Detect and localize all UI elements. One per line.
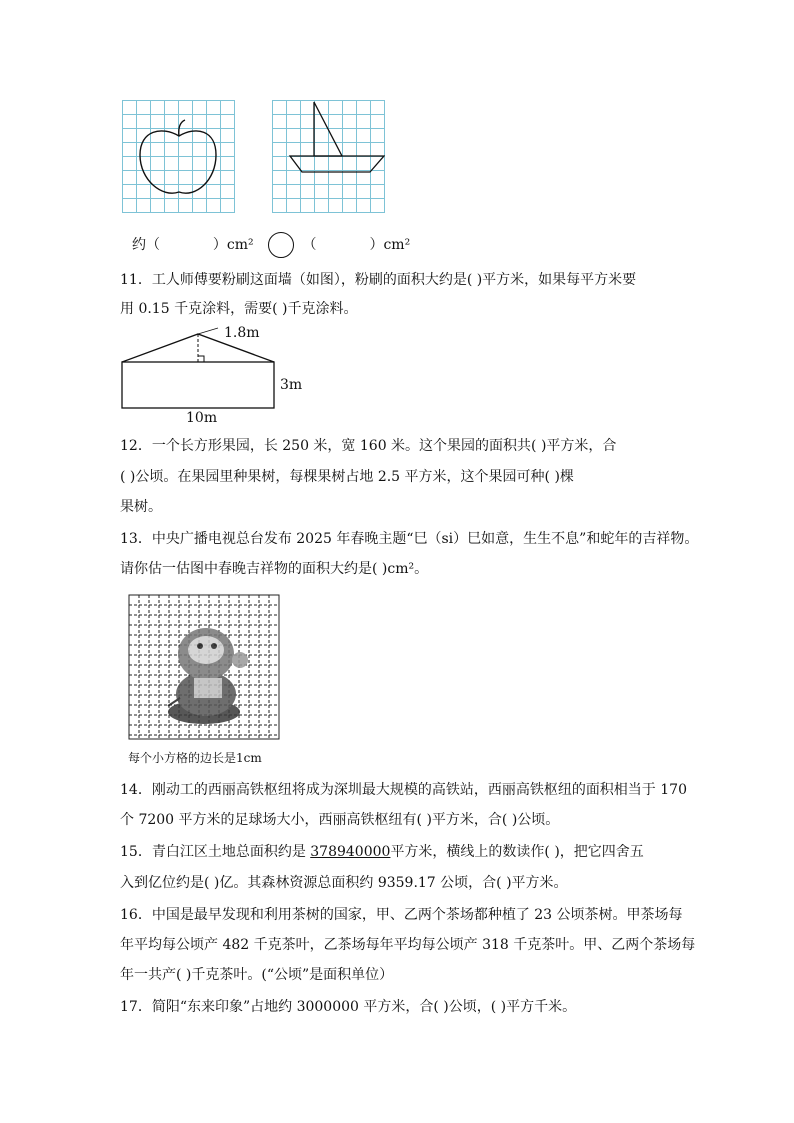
- apple-grid-figure: [122, 100, 235, 213]
- q13-line2: 请你估一估图中春晚吉祥物的面积大约是( )cm²。: [120, 561, 429, 577]
- q12-line2: ( )公顷。在果园里种果树，每棵果树占地 2.5 平方米，这个果园可种( )棵: [120, 469, 574, 485]
- q10-left-prefix: 约（: [132, 237, 160, 253]
- mascot-image: [168, 628, 248, 724]
- q12-line3: 果树。: [120, 499, 162, 515]
- mascot-grid-figure: [128, 594, 280, 740]
- label-rect-height: 3m: [280, 377, 303, 393]
- mascot-caption: 每个小方格的边长是1cm: [128, 751, 262, 765]
- q10-right-prefix: （: [302, 237, 317, 253]
- q10-right-unit: ）cm²: [369, 237, 411, 253]
- q15-underlined-number: 378940000: [310, 844, 391, 860]
- boat-grid-figure: [272, 100, 385, 213]
- wall-rectangle: [122, 362, 274, 408]
- label-width: 10m: [186, 410, 218, 426]
- q15-line2: 入到亿位约是( )亿。其森林资源总面积约 9359.17 公顷，合( )平方米。: [120, 875, 568, 891]
- q14-line2: 个 7200 平方米的足球场大小，西丽高铁枢纽有( )平方米，合( )公顷。: [120, 812, 560, 828]
- q10-answer-line: [132, 232, 410, 258]
- q14-line1: 14．刚动工的西丽高铁枢纽将成为深圳最大规模的高铁站，西丽高铁枢纽的面积相当于 170: [120, 782, 687, 798]
- q12-line1: 12．一个长方形果园，长 250 米，宽 160 米。这个果园的面积共( )平方米，合: [120, 438, 617, 454]
- q13-line1: 13．中央广播电视总台发布 2025 年春晚主题“巳（si）巳如意，生生不息”和蛇年的吉祥物。: [120, 531, 699, 547]
- q17-line1: 17．简阳“东来印象”占地约 3000000 平方米，合( )公顷，( )平方千米。: [120, 999, 577, 1015]
- q16-line2: 年平均每公顷产 482 千克茶叶，乙茶场每年平均每公顷产 318 千克茶叶。甲、乙两个茶场每: [120, 937, 696, 953]
- q15-line1-end: 平方米，横线上的数读作( )，把它四舍五: [390, 844, 644, 860]
- q16-line1: 16．中国是最早发现和利用茶树的国家，甲、乙两个茶场都种植了 23 公顷茶树。甲茶场每: [120, 907, 683, 923]
- q11-line1: 11．工人师傅要粉刷这面墙（如图），粉刷的面积大约是( )平方米，如果每平方米要: [120, 272, 637, 288]
- label-triangle-height: 1.8m: [224, 325, 260, 341]
- q10-left-unit: ）cm²: [212, 237, 254, 253]
- compare-circle[interactable]: [268, 232, 294, 258]
- q15-line1: [120, 842, 644, 862]
- q16-line3: 年一共产( )千克茶叶。(“公顷”是面积单位）: [120, 967, 394, 983]
- q15-line1-start: 15．青白江区土地总面积约是: [120, 844, 311, 860]
- boat-hull: [290, 156, 384, 172]
- q11-line2: 用 0.15 千克涂料，需要( )千克涂料。: [120, 301, 358, 317]
- right-angle-mark: [198, 356, 204, 362]
